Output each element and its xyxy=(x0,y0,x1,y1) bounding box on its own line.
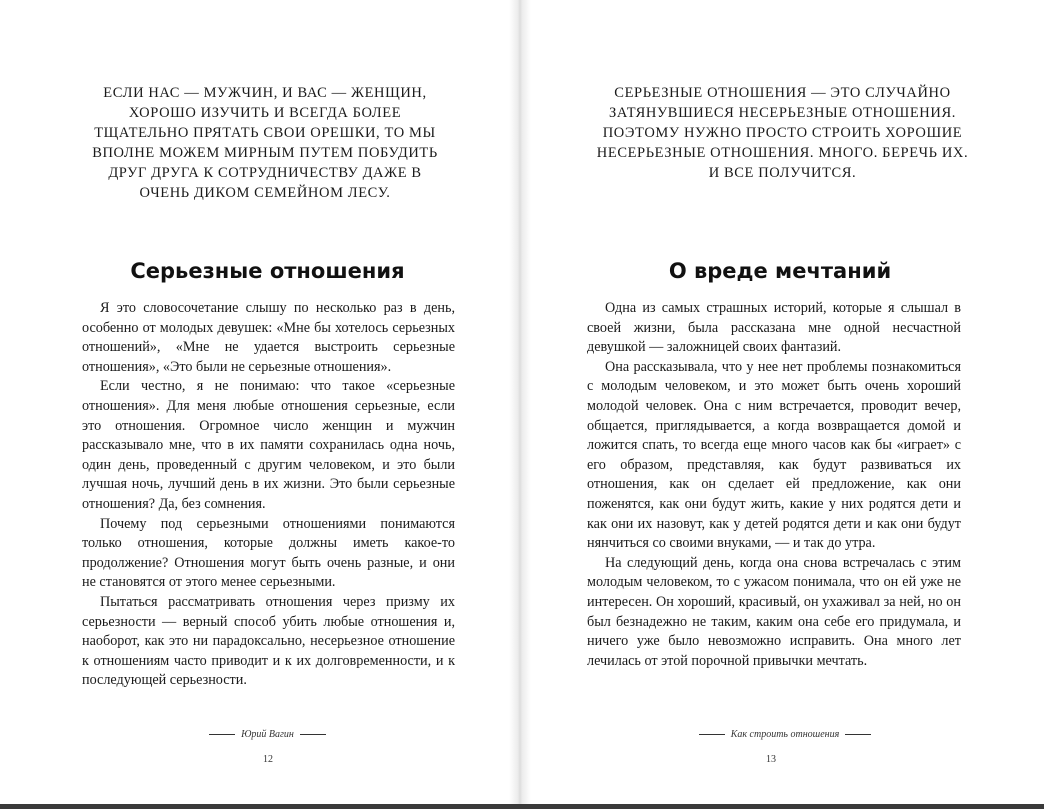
left-running-head-text: Юрий Вагин xyxy=(241,729,294,740)
running-head-rule-left xyxy=(699,734,725,735)
left-paragraph-2: Если честно, я не понимаю: что такое «серьезные отношения». Для меня любые отношения серьезные, если это отношения. Огромное число женщин и мужчин рассказывало мне, что в их памяти сохранилась одна ночь, один день, проведенный с другим человеком, и это были лучшая ночь, лучший день в их жизни. Это были серьезные отношения? Да, без сомнения. xyxy=(82,378,455,512)
right-body-text xyxy=(587,299,961,671)
left-page-number: 12 xyxy=(263,754,273,765)
running-head-rule-right xyxy=(845,734,871,735)
right-heading: О вреде мечтаний xyxy=(668,259,892,283)
right-running-head-text: Как строить отношения xyxy=(730,729,840,740)
right-page xyxy=(520,0,1044,809)
bottom-edge xyxy=(0,804,1044,809)
left-paragraph-1: Я это словосочетание слышу по несколько раз в день, особенно от молодых девушек: «Мне бы хотелось серьезных отношений», «Мне не удается выстроить серьезные отношения», «Это были не серьезные отношения». xyxy=(82,300,455,375)
right-page-number: 13 xyxy=(766,754,776,765)
book-gutter xyxy=(509,0,531,809)
left-body-text xyxy=(82,299,455,691)
right-paragraph-2: Она рассказывала, что у нее нет проблемы познакомиться с молодым человеком, и это может быть очень хороший молодой человек. Она с ним встречается, проводит вечер, общается, приглядывается, а когда возвращается домой и ложится спать, то всегда еще много часов как бы «играет» с его образом, представляя, как будут развиваться их отношения, как он сделает ей предложение, как они поженятся, как они будут жить, какие у них родятся дети и как они их назовут, как у детей родятся дети и как они будут нянчиться со своими внуками, — и так до утра. xyxy=(587,358,961,552)
left-paragraph-4: Пытаться рассматривать отношения через призму их серьезности — верный способ убить любые отношения и, наоборот, как это ни парадоксально, несерьезное отношение к отношениям часто приводит и к их долговременности, и к последующей серьезности. xyxy=(82,593,455,689)
right-paragraph-1: Одна из самых страшных историй, которые я слышал в своей жизни, была рассказана мне одной несчастной девушкой — заложницей своих фантазий. xyxy=(587,300,961,356)
running-head-rule-left xyxy=(209,734,235,735)
left-epigraph: ЕСЛИ НАС — МУЖЧИН, И ВАС — ЖЕНЩИН, ХОРОШО ИЗУЧИТЬ И ВСЕГДА БОЛЕЕ ТЩАТЕЛЬНО ПРЯТАТЬ СВОИ ОРЕШКИ, ТО МЫ ВПОЛНЕ МОЖЕМ МИРНЫМ ПУТЕМ ПОБУДИТЬ ДРУГ ДРУГА К СОТРУДНИЧЕСТВУ ДАЖЕ В ОЧЕНЬ ДИКОМ СЕМЕЙНОМ ЛЕСУ. xyxy=(92,85,438,201)
right-paragraph-3: На следующий день, когда она снова встречалась с этим молодым человеком, то с ужасом понимала, что он ей уже не интересен. Он хороший, красивый, он ухаживал за ней, но он был безнадежно не таким, каким она себе его придумала, и ничего уже было невозможно исправить. Она много лет лечилась от этой порочной привычки мечтать. xyxy=(587,554,961,669)
left-paragraph-3: Почему под серьезными отношениями понимаются только отношения, которые должны иметь какое-то продолжение? Отношения могут быть очень разные, и они не становятся от этого менее серьезными. xyxy=(82,515,455,591)
left-running-head xyxy=(150,729,385,740)
left-page xyxy=(0,0,520,809)
right-running-head xyxy=(670,729,900,740)
left-heading: Серьезные отношения xyxy=(130,259,405,283)
running-head-rule-right xyxy=(300,734,326,735)
right-epigraph: СЕРЬЕЗНЫЕ ОТНОШЕНИЯ — ЭТО СЛУЧАЙНО ЗАТЯНУВШИЕСЯ НЕСЕРЬЕЗНЫЕ ОТНОШЕНИЯ. ПОЭТОМУ НУЖНО ПРОСТО СТРОИТЬ ХОРОШИЕ НЕСЕРЬЕЗНЫЕ ОТНОШЕНИЯ. МНОГО. БЕРЕЧЬ ИХ. И ВСЕ ПОЛУЧИТСЯ. xyxy=(596,85,969,181)
